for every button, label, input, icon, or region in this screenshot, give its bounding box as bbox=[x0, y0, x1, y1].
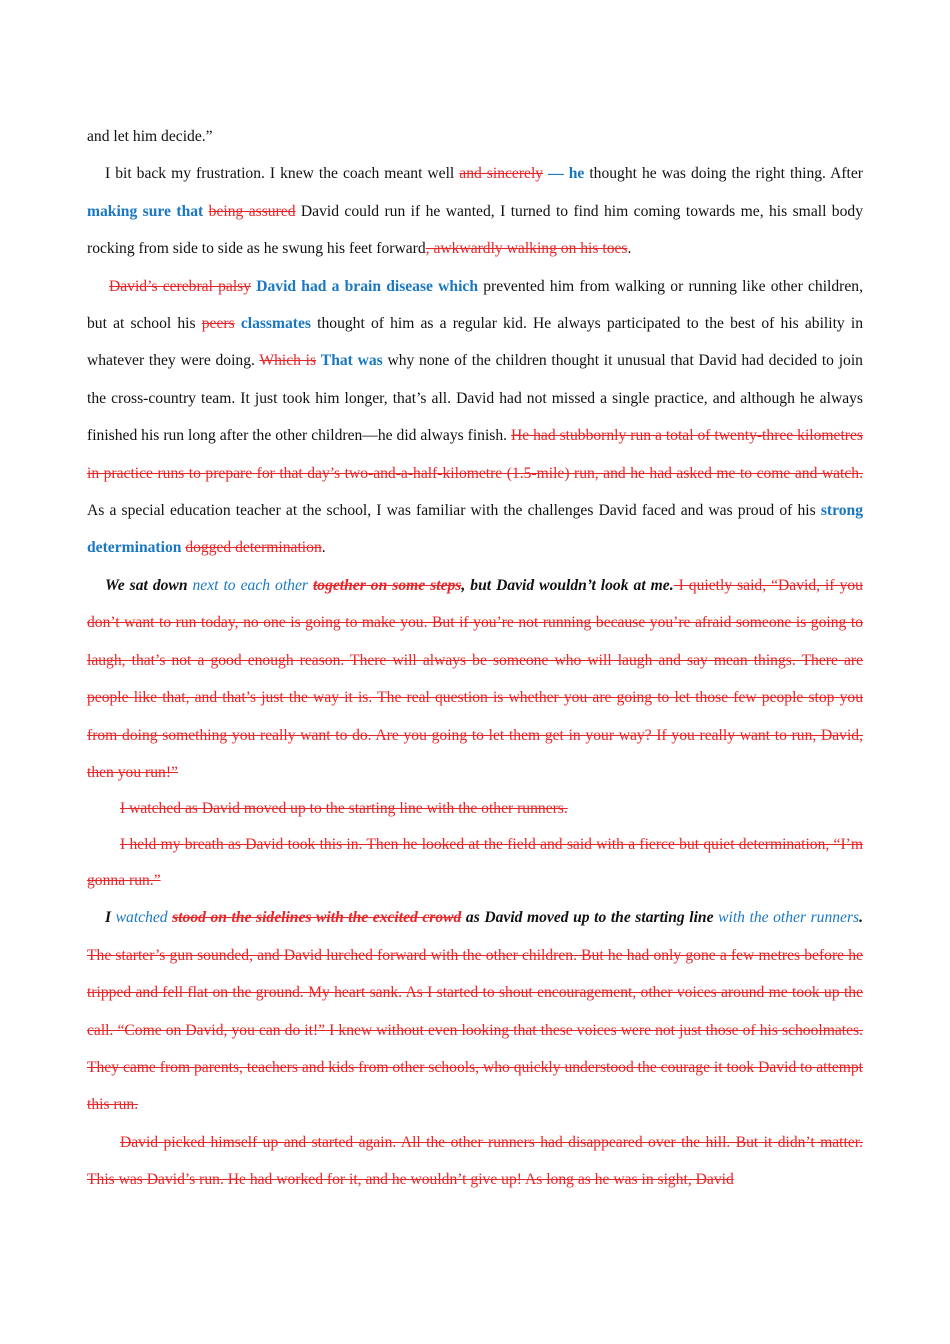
deleted-text: I held my breath as David took this in. Then he looked at the field and said with a fierce but quiet determination, “I’m gonna run.” bbox=[87, 836, 863, 890]
text-run: as David moved up to the starting line bbox=[461, 909, 719, 927]
text-run: . bbox=[627, 240, 632, 258]
paragraph-5 bbox=[87, 827, 863, 899]
text-run: We sat down bbox=[105, 576, 193, 594]
text-run: thought he was doing the right thing. After bbox=[584, 165, 863, 183]
text-run: why none of the children thought it unusual that David had decided to join the cross-country team. It just took him longer, that’s all. David had not missed a single practice, and although he always finished his run long after the other children—he did always finish. bbox=[87, 352, 863, 445]
deleted-text: , awkwardly walking on his toes bbox=[425, 240, 628, 258]
deleted-text: I quietly said, “David, if you don’t want to run today, no one is going to make you. But if you’re not running because you’re afraid someone is going to laugh, that’s not a good enough reason. There will always be someone who will laugh and say mean things. There are people like that, and that’s just the way it is. The real question is whether you are going to let those few people stop you from doing something you really want to do. Are you going to let them get in your way? If you really want to run, David, then you run!” bbox=[87, 576, 863, 781]
deleted-text: The starter’s gun sounded, and David lurched forward with the other children. But he had only gone a few metres before he tripped and fell flat on the ground. My heart sank. As I started to shout encouragement, other voices around me took up the call. “Come on David, you can do it!” I knew without even looking that these voices were not just those of his schoolmates. They came from parents, teachers and kids from other schools, who quickly understood the courage it took David to attempt this run. bbox=[87, 946, 863, 1114]
paragraph-3 bbox=[87, 567, 863, 791]
text-run: I bit back my frustration. I knew the coach meant well bbox=[105, 165, 460, 183]
paragraph-7 bbox=[87, 1124, 863, 1199]
deleted-text: He had stubbornly run a total of twenty-three kilometres in practice runs to prepare for that day’s two-and-a-half-kilometre (1.5-mile) run, and he had asked me to come and watch. bbox=[87, 427, 863, 482]
deleted-text: David picked himself up and started again. All the other runners had disappeared over the hill. But it didn’t matter. This was David’s run. He had worked for it, and he wouldn’t give up! As long as he was in sight, David bbox=[87, 1133, 863, 1189]
inserted-text: with the other runners bbox=[718, 909, 860, 927]
paragraph-4 bbox=[87, 791, 863, 827]
text-run: thought of him as a regular kid. He always participated to the best of his ability in whatever they were doing. bbox=[87, 315, 864, 370]
text-run: David could run if he wanted, I turned to find him coming towards me, his small body rocking from side to side as he swung his feet forward bbox=[87, 202, 863, 258]
text-run: . bbox=[859, 909, 864, 927]
deleted-text: peers bbox=[201, 315, 235, 333]
text-run: prevented him from walking or running like other children, but at school his bbox=[87, 277, 863, 333]
inserted-text: classmates bbox=[240, 315, 311, 333]
text-run: As a special education teacher at the school, I was familiar with the challenges David faced and was proud of his bbox=[87, 502, 821, 520]
text-run: , but David wouldn’t look at me. bbox=[461, 576, 674, 594]
deleted-text: and sincerely bbox=[459, 165, 544, 183]
deleted-text: dogged determination bbox=[185, 539, 322, 557]
inserted-text: watched bbox=[115, 909, 168, 927]
paragraph-1 bbox=[87, 155, 863, 267]
inserted-text: — he bbox=[548, 165, 585, 183]
deleted-text: Which is bbox=[259, 352, 317, 370]
inserted-text: strong determination bbox=[87, 502, 863, 557]
deleted-text: being assured bbox=[208, 202, 296, 220]
inserted-text: making sure that bbox=[87, 202, 204, 220]
paragraph-6 bbox=[87, 899, 863, 1123]
paragraph-0 bbox=[87, 118, 863, 155]
text-run: and let him decide.” bbox=[87, 128, 213, 145]
paragraph-2 bbox=[87, 268, 863, 567]
deleted-text: together on some steps bbox=[312, 576, 462, 594]
text-run: . bbox=[321, 539, 326, 557]
deleted-text: I watched as David moved up to the starting line with the other runners. bbox=[120, 800, 568, 818]
document-page bbox=[87, 118, 863, 1199]
deleted-text: David’s cerebral palsy bbox=[109, 277, 252, 295]
inserted-text: David had a brain disease which bbox=[256, 277, 479, 295]
deleted-text: stood on the sidelines with the excited crowd bbox=[172, 909, 462, 927]
inserted-text: next to each other bbox=[192, 576, 308, 594]
inserted-text: That was bbox=[320, 352, 383, 370]
text-run: I bbox=[105, 909, 116, 927]
